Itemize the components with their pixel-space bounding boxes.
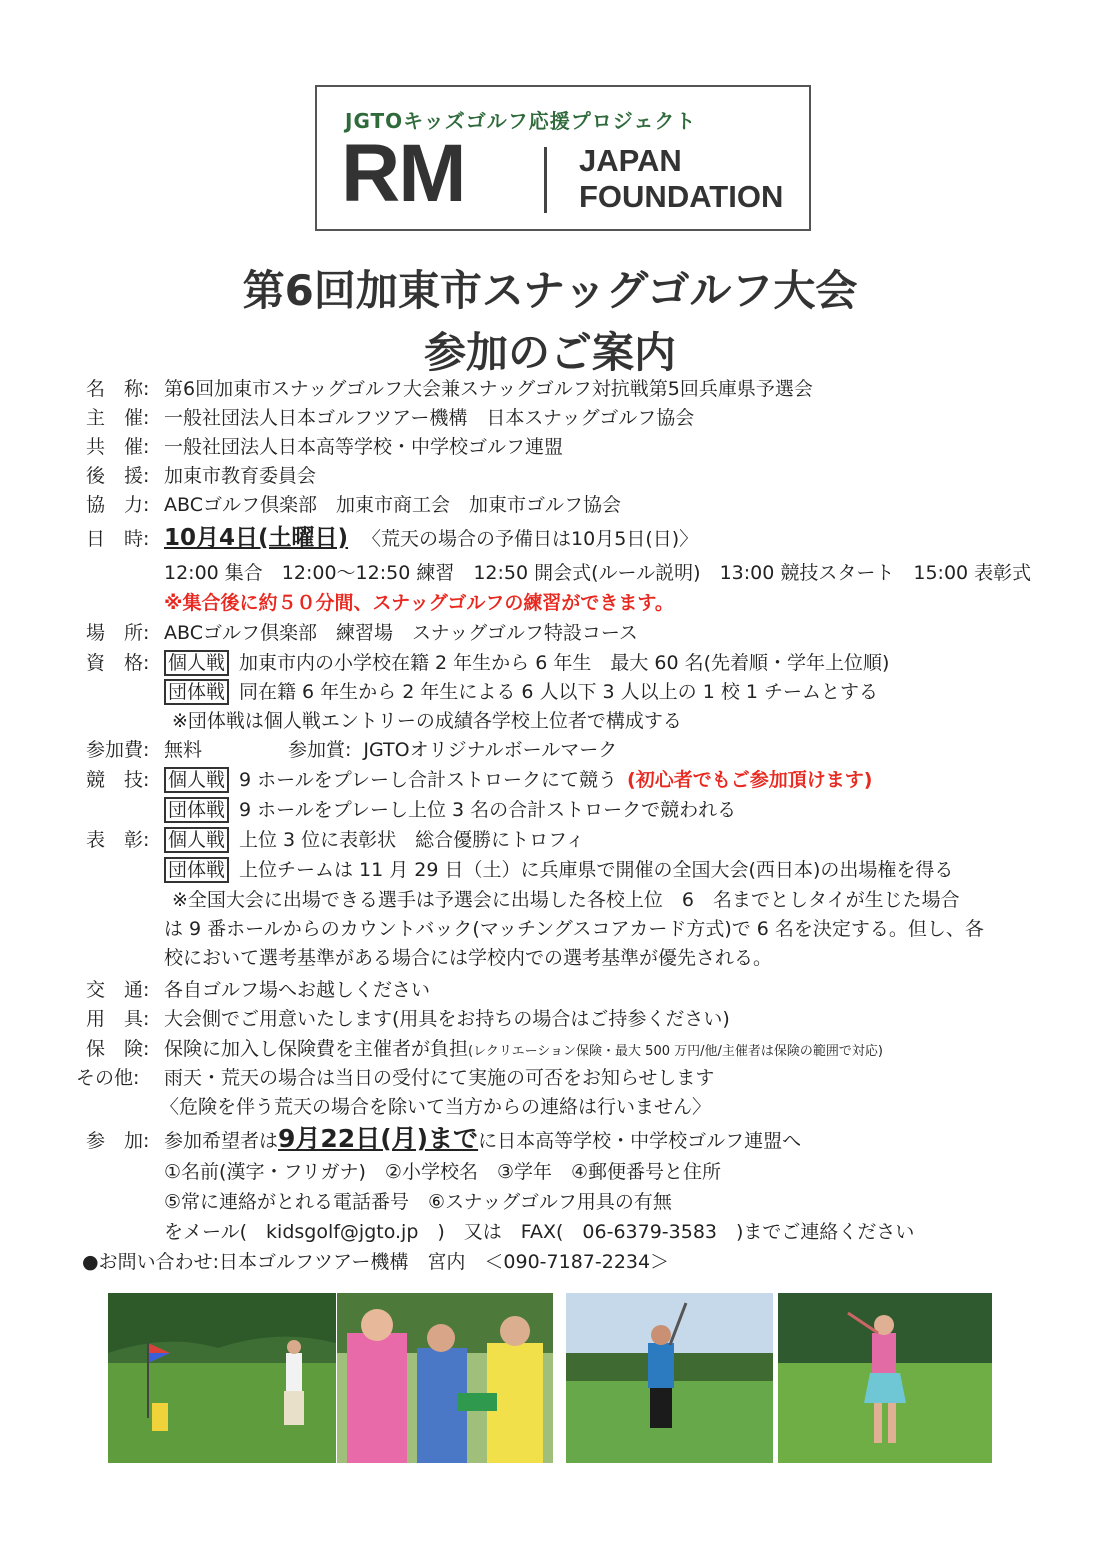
logo-subtitle: JGTOキッズゴルフ応援プロジェクト bbox=[345, 109, 697, 133]
apply-contact: をメール( kidsgolf@jgto.jp ) 又は FAX( 06-6379-3583 )までご連絡ください bbox=[164, 1221, 915, 1243]
row-date bbox=[86, 526, 698, 551]
eligibility-individual-text: 加東市内の小学校在籍 2 年生から 6 年生 最大 60 名(先着順・学年上位順) bbox=[239, 652, 890, 674]
logo-foundation-word: FOUNDATION bbox=[579, 179, 784, 214]
eligibility-team-note: ※団体戦は個人戦エントリーの成績各学校上位者で構成する bbox=[172, 710, 682, 732]
row-support bbox=[86, 464, 316, 488]
label-place: 場 所: bbox=[86, 622, 150, 644]
label-support: 後 援: bbox=[86, 465, 150, 487]
award-individual-text: 上位 3 位に表彰状 総合優勝にトロフィ bbox=[239, 829, 585, 851]
label-cohost: 共 催: bbox=[86, 436, 150, 458]
row-competition-individual bbox=[86, 768, 872, 792]
boxed-label-individual: 個人戦 bbox=[164, 650, 229, 676]
label-insurance: 保 険: bbox=[86, 1038, 150, 1060]
schedule: 12:00 集合 12:00〜12:50 練習 12:50 開会式(ルール説明) 13:00 競技スタート 15:00 表彰式 bbox=[164, 562, 1032, 584]
boxed-label-individual: 個人戦 bbox=[164, 767, 229, 793]
award-team-text: 上位チームは 11 月 29 日（土）に兵庫県で開催の全国大会(西日本)の出場権を得る bbox=[239, 859, 954, 881]
row-insurance bbox=[86, 1037, 883, 1064]
page-title: 第6回加東市スナッグゴルフ大会 bbox=[242, 266, 858, 315]
logo-foundation bbox=[579, 143, 783, 215]
label-coop: 協 力: bbox=[86, 494, 150, 516]
row-other bbox=[76, 1066, 714, 1090]
label-apply: 参 加: bbox=[86, 1130, 150, 1152]
event-date: 10月4日(土曜日) bbox=[164, 525, 349, 551]
row-fee bbox=[86, 738, 617, 762]
apply-items-2: ⑤常に連絡がとれる電話番号 ⑥スナッグゴルフ用具の有無 bbox=[164, 1191, 672, 1213]
row-place bbox=[86, 621, 638, 645]
row-eligibility-individual bbox=[86, 651, 889, 675]
value-prize: JGTOオリジナルボールマーク bbox=[363, 739, 618, 761]
value-place: ABCゴルフ倶楽部 練習場 スナッグゴルフ特設コース bbox=[164, 622, 638, 644]
inquiry: ●お問い合わせ:日本ゴルフツアー機構 宮内 ＜090-7187-2234＞ bbox=[82, 1251, 670, 1273]
other-note: 〈危険を伴う荒天の場合を除いて当方からの連絡は行いません〉 bbox=[160, 1096, 712, 1118]
label-name: 名 称: bbox=[86, 378, 150, 400]
row-cohost bbox=[86, 435, 563, 459]
logo-divider bbox=[544, 147, 547, 213]
practice-note: ※集合後に約５０分間、スナッグゴルフの練習ができます。 bbox=[164, 592, 674, 614]
label-host: 主 催: bbox=[86, 407, 150, 429]
value-transport: 各自ゴルフ場へお越しください bbox=[164, 979, 431, 1001]
award-note-2: は 9 番ホールからのカウントバック(マッチングスコアカード方式)で 6 名を決定する。但し、各 bbox=[164, 918, 984, 940]
value-cohost: 一般社団法人日本高等学校・中学校ゴルフ連盟 bbox=[164, 436, 564, 458]
row-eligibility-team bbox=[164, 680, 878, 704]
photo-girl-putting bbox=[108, 1293, 336, 1463]
label-other: その他: bbox=[76, 1067, 140, 1089]
value-name: 第6回加東市スナッグゴルフ大会兼スナッグゴルフ対抗戦第5回兵庫県予選会 bbox=[164, 378, 813, 400]
apply-items-1: ①名前(漢字・フリガナ) ②小学校名 ③学年 ④郵便番号と住所 bbox=[164, 1161, 722, 1183]
row-name bbox=[86, 377, 813, 401]
photo-girl-swinging bbox=[778, 1293, 992, 1463]
photo-kids-handshake bbox=[337, 1293, 553, 1463]
row-equipment bbox=[86, 1007, 730, 1031]
row-transport bbox=[86, 978, 430, 1002]
row-competition-team bbox=[164, 798, 736, 822]
label-date: 日 時: bbox=[86, 528, 150, 550]
row-award-team bbox=[164, 858, 953, 882]
beginner-note: (初心者でもご参加頂けます) bbox=[627, 769, 873, 791]
rain-date-note: 〈荒天の場合の予備日は10月5日(日)〉 bbox=[362, 528, 699, 550]
value-support: 加東市教育委員会 bbox=[164, 465, 317, 487]
competition-individual-text: 9 ホールをプレーし合計ストロークにて競う bbox=[239, 769, 618, 791]
award-note-1: ※全国大会に出場できる選手は予選会に出場した各校上位 6 名までとしタイが生じた場合 bbox=[172, 889, 960, 911]
apply-post: に日本高等学校・中学校ゴルフ連盟へ bbox=[478, 1130, 802, 1152]
logo-japan: JAPAN bbox=[579, 143, 682, 178]
row-apply bbox=[86, 1124, 802, 1153]
value-other: 雨天・荒天の場合は当日の受付にて実施の可否をお知らせします bbox=[164, 1067, 715, 1089]
label-equipment: 用 具: bbox=[86, 1008, 150, 1030]
boxed-label-team: 団体戦 bbox=[164, 857, 229, 883]
label-prize: 参加賞: bbox=[288, 739, 352, 761]
row-award-individual bbox=[86, 828, 585, 852]
value-host: 一般社団法人日本ゴルフツアー機構 日本スナッグゴルフ協会 bbox=[164, 407, 695, 429]
boxed-label-individual: 個人戦 bbox=[164, 827, 229, 853]
row-host bbox=[86, 406, 694, 430]
eligibility-team-text: 同在籍 6 年生から 2 年生による 6 人以下 3 人以上の 1 校 1 チームとする bbox=[239, 681, 879, 703]
competition-team-text: 9 ホールをプレーし上位 3 名の合計ストロークで競われる bbox=[239, 799, 737, 821]
award-note-3: 校において選考基準がある場合には学校内での選考基準が優先される。 bbox=[164, 947, 773, 969]
value-fee: 無料 bbox=[164, 739, 203, 761]
label-award: 表 彰: bbox=[86, 829, 150, 851]
boxed-label-team: 団体戦 bbox=[164, 679, 229, 705]
label-fee: 参加費: bbox=[86, 739, 150, 761]
value-equipment: 大会側でご用意いたします(用具をお持ちの場合はご持参ください) bbox=[164, 1008, 730, 1030]
photo-boy-swinging bbox=[566, 1293, 773, 1463]
label-eligibility: 資 格: bbox=[86, 652, 150, 674]
logo bbox=[315, 85, 811, 231]
value-insurance: 保険に加入し保険費を主催者が負担 bbox=[164, 1038, 469, 1060]
page-subtitle: 参加のご案内 bbox=[423, 328, 676, 377]
logo-rm: RM bbox=[341, 128, 465, 219]
insurance-detail: (レクリエーション保険・最大 500 万円/他/主催者は保険の範囲で対応) bbox=[468, 1044, 883, 1059]
label-competition: 競 技: bbox=[86, 769, 150, 791]
boxed-label-team: 団体戦 bbox=[164, 797, 229, 823]
apply-deadline: 9月22日(月)まで bbox=[278, 1124, 479, 1153]
value-coop: ABCゴルフ倶楽部 加東市商工会 加東市ゴルフ協会 bbox=[164, 494, 621, 516]
row-coop bbox=[86, 493, 621, 517]
label-transport: 交 通: bbox=[86, 979, 150, 1001]
apply-pre: 参加希望者は bbox=[164, 1130, 279, 1152]
